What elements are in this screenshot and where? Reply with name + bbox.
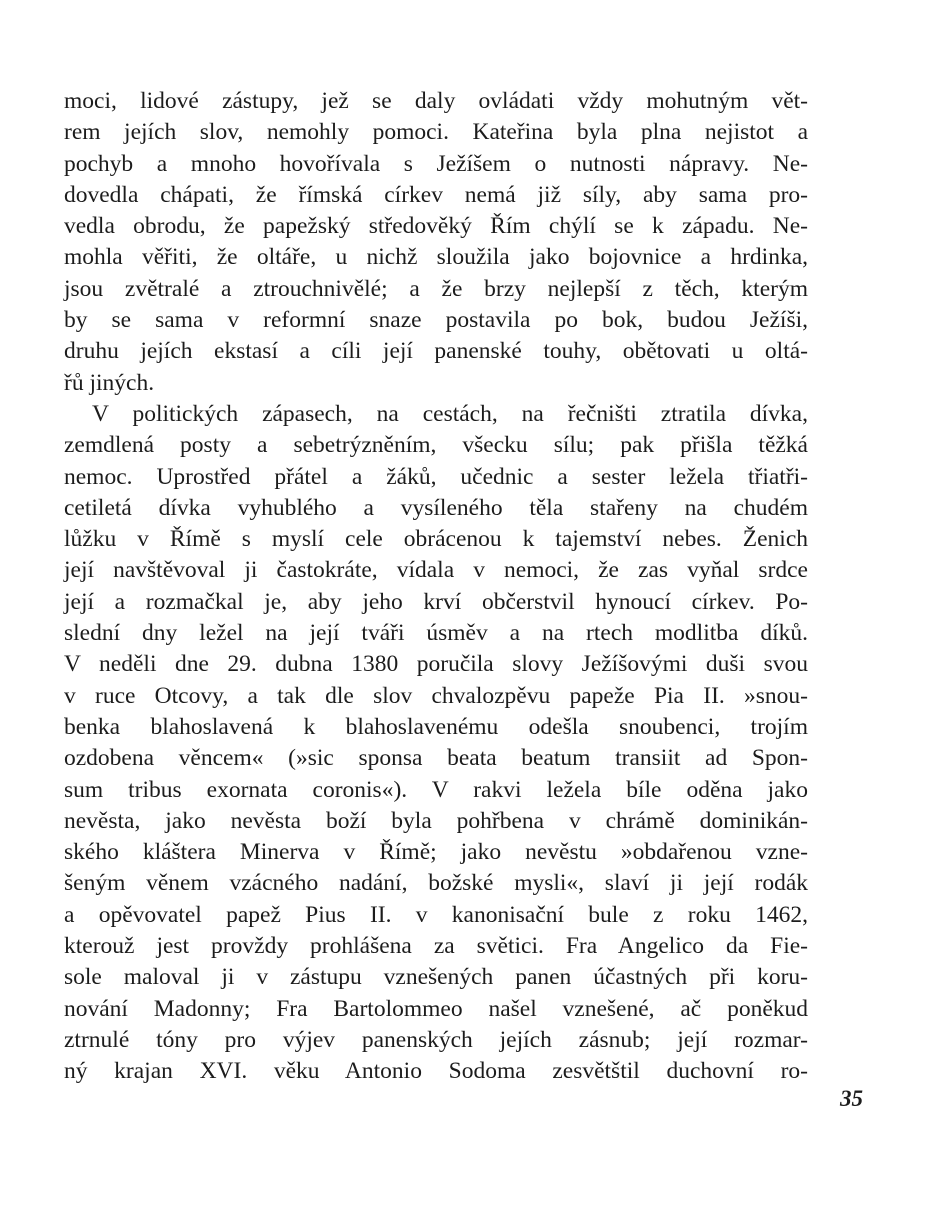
text-line: pochyb a mnoho hovořívala s Ježíšem o nutnosti nápravy. Ne- [64, 150, 808, 177]
text-line: benka blahoslavená k blahoslavenému odešla snoubenci, trojím [64, 713, 808, 740]
text-line: v ruce Otcovy, a tak dle slov chvalozpěvu papeže Pia II. »snou- [64, 682, 808, 709]
text-line: ozdobena věncem« (»sic sponsa beata beatum transiit ad Spon- [64, 745, 808, 772]
text-line: zemdlená posty a sebetrýzněním, všecku sílu; pak přišla těžká [64, 432, 808, 459]
text-line: sole maloval ji v zástupu vznešených panen účastných při koru- [64, 964, 808, 991]
text-line: její a rozmačkal je, aby jeho krví občerstvil hynoucí církev. Po- [64, 588, 808, 615]
text-line: mohla věřiti, že oltáře, u nichž sloužila jako bojovnice a hrdinka, [64, 244, 808, 271]
text-line: nování Madonny; Fra Bartolommeo našel vznešené, ač poněkud [64, 995, 808, 1022]
text-line: slední dny ležel na její tváři úsměv a na rtech modlitba díků. [64, 620, 808, 647]
text-line: šeným věnem vzácného nadání, božské mysli«, slaví ji její rodák [64, 870, 808, 897]
text-line: ského kláštera Minerva v Římě; jako nevěstu »obdařenou vzne- [64, 839, 808, 866]
text-line: a opěvovatel papež Pius II. v kanonisační bule z roku 1462, [64, 901, 808, 928]
text-line: sum tribus exornata coronis«). V rakvi ležela bíle oděna jako [64, 776, 808, 803]
text-line: ný krajan XVI. věku Antonio Sodoma zesvětštil duchovní ro- [64, 1058, 808, 1085]
text-line: V neděli dne 29. dubna 1380 poručila slovy Ježíšovými duši svou [64, 651, 808, 678]
text-line: nemoc. Uprostřed přátel a žáků, učednic a sester ležela třiatři- [64, 463, 808, 490]
text-line: kterouž jest provždy prohlášena za světici. Fra Angelico da Fie- [64, 933, 808, 960]
text-line: ztrnulé tóny pro výjev panenských jejích zásnub; její rozmar- [64, 1026, 808, 1053]
text-line: moci, lidové zástupy, jež se daly ovládati vždy mohutným vět- [64, 88, 808, 114]
text-line: by se sama v reformní snaze postavila po bok, budou Ježíši, [64, 307, 808, 334]
page-number: 35 [840, 1086, 863, 1111]
text-line: její navštěvoval ji častokráte, vídala v nemoci, že zas vyňal srdce [64, 557, 808, 584]
text-line: lůžku v Římě s myslí cele obrácenou k tajemství nebes. Ženich [64, 526, 808, 553]
text-line: dovedla chápati, že římská církev nemá již síly, aby sama pro- [64, 181, 808, 208]
text-line: jsou zvětralé a ztrouchnivělé; a že brzy nejlepší z těch, kterým [64, 275, 808, 302]
text-line: druhu jejích ekstasí a cíli její panenské touhy, obětovati u oltá- [64, 338, 808, 365]
text-line: rem jejích slov, nemohly pomoci. Kateřina byla plna nejistot a [64, 119, 808, 146]
text-line: vedla obrodu, že papežský středověký Řím chýlí se k západu. Ne- [64, 213, 808, 240]
body-text [64, 86, 808, 1088]
paragraph-start-line: V politických zápasech, na cestách, na řečništi ztratila dívka, [92, 400, 808, 427]
text-line: cetiletá dívka vyhublého a vysíleného těla stařeny na chudém [64, 494, 808, 521]
text-line: nevěsta, jako nevěsta boží byla pohřbena v chrámě dominikán- [64, 807, 808, 834]
paragraph-end-line: řů jiných. [64, 369, 155, 396]
